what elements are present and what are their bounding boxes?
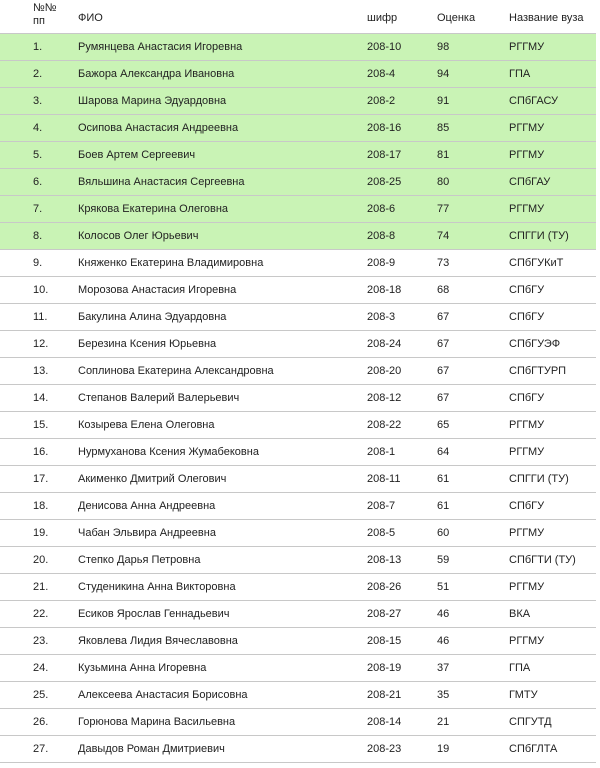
row-code: 208-13: [367, 554, 402, 566]
row-code: 208-18: [367, 284, 402, 296]
row-university: СПбГАУ: [509, 176, 551, 188]
table-row: [0, 439, 596, 466]
table-row: [0, 385, 596, 412]
table-header: [0, 0, 596, 34]
row-university: СПбГУ: [509, 500, 545, 512]
row-university: ГПА: [509, 662, 531, 674]
row-number: 5.: [33, 149, 43, 161]
row-score: 73: [437, 257, 450, 269]
row-number: 9.: [33, 257, 43, 269]
row-name: Степко Дарья Петровна: [78, 554, 201, 566]
row-code: 208-27: [367, 608, 402, 620]
row-name: Кузьмина Анна Игоревна: [78, 662, 207, 674]
row-university: ВКА: [509, 608, 531, 620]
row-code: 208-15: [367, 635, 402, 647]
table-row: [0, 34, 596, 61]
row-score: 67: [437, 365, 450, 377]
table-row: [0, 709, 596, 736]
table-row: [0, 601, 596, 628]
row-code: 208-23: [367, 743, 402, 755]
table-row: [0, 196, 596, 223]
table-row: [0, 223, 596, 250]
row-score: 67: [437, 338, 450, 350]
row-code: 208-17: [367, 149, 402, 161]
row-name: Вяльшина Анастасия Сергеевна: [78, 176, 245, 188]
row-name: Осипова Анастасия Андреевна: [78, 122, 239, 134]
row-number: 21.: [33, 581, 49, 593]
row-code: 208-16: [367, 122, 402, 134]
row-university: СПбГЛТА: [509, 743, 558, 755]
row-number: 22.: [33, 608, 49, 620]
table-body: [0, 34, 596, 763]
row-university: РГГМУ: [509, 635, 545, 647]
row-score: 91: [437, 95, 450, 107]
table-row: [0, 358, 596, 385]
row-number: 11.: [33, 311, 48, 323]
row-code: 208-6: [367, 203, 396, 215]
table-row: [0, 466, 596, 493]
table-row: [0, 277, 596, 304]
row-score: 80: [437, 176, 450, 188]
header-number: [33, 2, 57, 28]
table-row: [0, 547, 596, 574]
row-score: 60: [437, 527, 450, 539]
row-number: 10.: [33, 284, 49, 296]
table-row: [0, 115, 596, 142]
row-code: 208-9: [367, 257, 396, 269]
row-code: 208-20: [367, 365, 402, 377]
row-name: Шарова Марина Эдуардовна: [78, 95, 227, 107]
row-university: СПбГУ: [509, 284, 545, 296]
row-name: Давыдов Роман Дмитриевич: [78, 743, 225, 755]
row-name: Чабан Эльвира Андреевна: [78, 527, 216, 539]
row-score: 59: [437, 554, 450, 566]
table-row: [0, 520, 596, 547]
row-name: Денисова Анна Андреевна: [78, 500, 216, 512]
row-score: 67: [437, 392, 450, 404]
row-score: 46: [437, 635, 450, 647]
row-score: 85: [437, 122, 450, 134]
header-code: шифр: [367, 12, 398, 24]
row-number: 3.: [33, 95, 43, 107]
row-score: 65: [437, 419, 450, 431]
row-number: 25.: [33, 689, 49, 701]
row-score: 51: [437, 581, 450, 593]
row-score: 64: [437, 446, 450, 458]
row-university: СПбГУ: [509, 392, 545, 404]
row-score: 98: [437, 41, 450, 53]
row-name: Горюнова Марина Васильевна: [78, 716, 236, 728]
row-university: СПГГИ (ТУ): [509, 230, 569, 242]
row-code: 208-22: [367, 419, 402, 431]
table-row: [0, 736, 596, 763]
row-number: 16.: [33, 446, 49, 458]
table-row: [0, 412, 596, 439]
row-code: 208-2: [367, 95, 396, 107]
row-university: ГМТУ: [509, 689, 538, 701]
row-university: СПбГАСУ: [509, 95, 559, 107]
header-name: ФИО: [78, 12, 103, 24]
row-university: РГГМУ: [509, 419, 545, 431]
row-score: 35: [437, 689, 450, 701]
row-code: 208-4: [367, 68, 396, 80]
row-name: Бакулина Алина Эдуардовна: [78, 311, 227, 323]
row-university: РГГМУ: [509, 581, 545, 593]
row-university: СПбГТУРП: [509, 365, 567, 377]
row-number: 23.: [33, 635, 49, 647]
table-row: [0, 628, 596, 655]
row-number: 14.: [33, 392, 49, 404]
row-number: 4.: [33, 122, 43, 134]
row-name: Козырева Елена Олеговна: [78, 419, 215, 431]
row-number: 27.: [33, 743, 49, 755]
header-score: Оценка: [437, 12, 476, 24]
row-university: СПбГУКиТ: [509, 257, 564, 269]
row-university: РГГМУ: [509, 527, 545, 539]
row-code: 208-11: [367, 473, 401, 485]
row-name: Крякова Екатерина Олеговна: [78, 203, 229, 215]
row-university: РГГМУ: [509, 203, 545, 215]
row-number: 19.: [33, 527, 49, 539]
row-name: Яковлева Лидия Вячеславовна: [78, 635, 238, 647]
row-name: Морозова Анастасия Игоревна: [78, 284, 237, 296]
row-code: 208-24: [367, 338, 402, 350]
header-number-line2: пп: [33, 15, 45, 27]
row-score: 19: [437, 743, 450, 755]
row-code: 208-19: [367, 662, 402, 674]
row-score: 46: [437, 608, 450, 620]
row-university: СПГУТД: [509, 716, 552, 728]
row-number: 20.: [33, 554, 49, 566]
row-university: СПбГУЭФ: [509, 338, 561, 350]
row-code: 208-7: [367, 500, 396, 512]
row-score: 74: [437, 230, 450, 242]
row-name: Румянцева Анастасия Игоревна: [78, 41, 243, 53]
table-row: [0, 493, 596, 520]
row-code: 208-5: [367, 527, 396, 539]
row-name: Бажора Александра Ивановна: [78, 68, 235, 80]
table-row: [0, 655, 596, 682]
row-score: 94: [437, 68, 450, 80]
row-code: 208-14: [367, 716, 402, 728]
row-name: Акименко Дмитрий Олегович: [78, 473, 227, 485]
row-number: 17.: [33, 473, 49, 485]
row-score: 37: [437, 662, 450, 674]
row-name: Соплинова Екатерина Александровна: [78, 365, 274, 377]
row-university: СПГГИ (ТУ): [509, 473, 569, 485]
row-score: 67: [437, 311, 450, 323]
table-row: [0, 331, 596, 358]
row-university: СПбГУ: [509, 311, 545, 323]
row-score: 61: [437, 473, 450, 485]
row-name: Нурмуханова Ксения Жумабековна: [78, 446, 259, 458]
row-number: 8.: [33, 230, 43, 242]
row-score: 77: [437, 203, 450, 215]
row-name: Алексеева Анастасия Борисовна: [78, 689, 248, 701]
header-number-line1: №№: [33, 2, 57, 14]
row-code: 208-26: [367, 581, 402, 593]
row-university: РГГМУ: [509, 149, 545, 161]
row-number: 12.: [33, 338, 49, 350]
row-name: Колосов Олег Юрьевич: [78, 230, 199, 242]
row-university: ГПА: [509, 68, 531, 80]
row-number: 6.: [33, 176, 43, 188]
row-number: 26.: [33, 716, 49, 728]
row-number: 15.: [33, 419, 49, 431]
row-name: Есиков Ярослав Геннадьевич: [78, 608, 230, 620]
row-university: СПбГТИ (ТУ): [509, 554, 576, 566]
row-number: 24.: [33, 662, 49, 674]
table-row: [0, 142, 596, 169]
row-code: 208-12: [367, 392, 402, 404]
row-name: Студеникина Анна Викторовна: [78, 581, 236, 593]
row-code: 208-1: [367, 446, 396, 458]
row-number: 18.: [33, 500, 49, 512]
table-row: [0, 682, 596, 709]
row-code: 208-3: [367, 311, 396, 323]
table-row: [0, 304, 596, 331]
row-code: 208-21: [367, 689, 402, 701]
row-score: 61: [437, 500, 450, 512]
row-code: 208-10: [367, 41, 402, 53]
row-university: РГГМУ: [509, 446, 545, 458]
row-score: 21: [437, 716, 450, 728]
row-name: Боев Артем Сергеевич: [78, 149, 196, 161]
row-number: 1.: [33, 41, 43, 53]
table-row: [0, 169, 596, 196]
table-row: [0, 88, 596, 115]
table-row: [0, 250, 596, 277]
row-university: РГГМУ: [509, 122, 545, 134]
row-number: 7.: [33, 203, 43, 215]
row-university: РГГМУ: [509, 41, 545, 53]
row-score: 81: [437, 149, 450, 161]
header-university: Название вуза: [509, 12, 584, 24]
row-code: 208-8: [367, 230, 396, 242]
row-score: 68: [437, 284, 450, 296]
table-row: [0, 61, 596, 88]
row-name: Степанов Валерий Валерьевич: [78, 392, 240, 404]
row-name: Березина Ксения Юрьевна: [78, 338, 217, 350]
row-number: 2.: [33, 68, 43, 80]
row-code: 208-25: [367, 176, 402, 188]
table-row: [0, 574, 596, 601]
row-number: 13.: [33, 365, 49, 377]
row-name: Княженко Екатерина Владимировна: [78, 257, 264, 269]
